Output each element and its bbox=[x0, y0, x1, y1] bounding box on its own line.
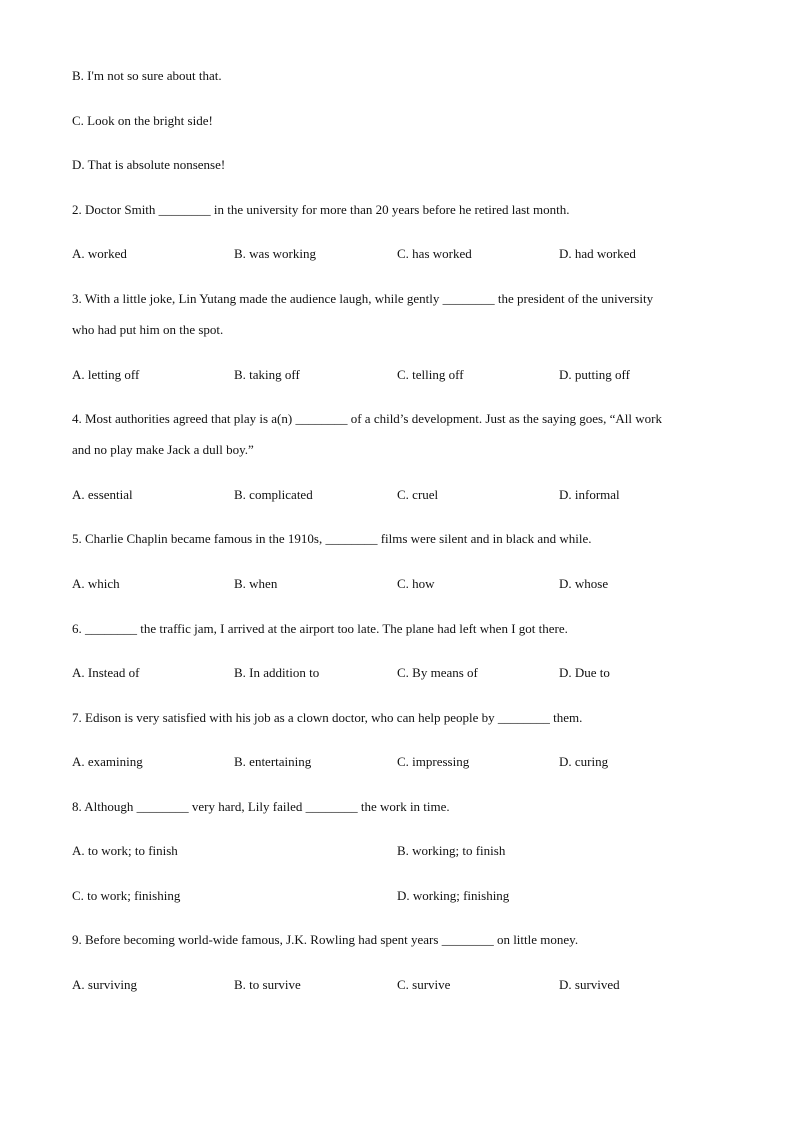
q2-option-d: D. had worked bbox=[559, 246, 636, 261]
q6-option-b: B. In addition to bbox=[234, 665, 320, 680]
q6-option-d: D. Due to bbox=[559, 665, 610, 680]
q1-option-b: B. I'm not so sure about that. bbox=[72, 68, 222, 83]
q3-option-b: B. taking off bbox=[234, 367, 300, 382]
q5-option-a: A. which bbox=[72, 576, 120, 591]
q8-option-d: D. working; finishing bbox=[397, 888, 510, 903]
q5-option-d: D. whose bbox=[559, 576, 609, 591]
q9-stem: 9. Before becoming world-wide famous, J.K. Rowling had spent years ________ on little money. bbox=[72, 932, 579, 947]
q9-option-b: B. to survive bbox=[234, 977, 301, 992]
q3-stem-line1: 3. With a little joke, Lin Yutang made the audience laugh, while gently ________ the president of the university bbox=[72, 291, 654, 306]
q3-option-a: A. letting off bbox=[72, 367, 140, 382]
q4-stem-line1: 4. Most authorities agreed that play is a(n) ________ of a child’s development. Just as the saying goes, “All work bbox=[72, 411, 662, 426]
q7-option-b: B. entertaining bbox=[234, 754, 312, 769]
q2-option-c: C. has worked bbox=[397, 246, 472, 261]
q7-option-a: A. examining bbox=[72, 754, 143, 769]
q8-stem: 8. Although ________ very hard, Lily failed ________ the work in time. bbox=[72, 799, 450, 814]
q8-option-b: B. working; to finish bbox=[397, 843, 506, 858]
q7-option-c: C. impressing bbox=[397, 754, 470, 769]
q1-option-d: D. That is absolute nonsense! bbox=[72, 157, 226, 172]
q1-option-c: C. Look on the bright side! bbox=[72, 113, 213, 128]
q4-stem-line2: and no play make Jack a dull boy.” bbox=[72, 442, 254, 457]
q4-option-d: D. informal bbox=[559, 487, 620, 502]
q6-stem: 6. ________ the traffic jam, I arrived at the airport too late. The plane had left when I got there. bbox=[72, 621, 568, 636]
q5-option-c: C. how bbox=[397, 576, 435, 591]
q9-option-a: A. surviving bbox=[72, 977, 137, 992]
q3-option-c: C. telling off bbox=[397, 367, 464, 382]
q6-option-c: C. By means of bbox=[397, 665, 478, 680]
q8-option-a: A. to work; to finish bbox=[72, 843, 178, 858]
q2-stem: 2. Doctor Smith ________ in the university for more than 20 years before he retired last month. bbox=[72, 202, 570, 217]
q7-stem: 7. Edison is very satisfied with his job as a clown doctor, who can help people by ________ them. bbox=[72, 710, 583, 725]
q3-stem-line2: who had put him on the spot. bbox=[72, 322, 224, 337]
q2-option-b: B. was working bbox=[234, 246, 316, 261]
q5-option-b: B. when bbox=[234, 576, 278, 591]
q9-option-d: D. survived bbox=[559, 977, 620, 992]
q4-option-c: C. cruel bbox=[397, 487, 439, 502]
q8-option-c: C. to work; finishing bbox=[72, 888, 181, 903]
q4-option-b: B. complicated bbox=[234, 487, 313, 502]
q3-option-d: D. putting off bbox=[559, 367, 630, 382]
q9-option-c: C. survive bbox=[397, 977, 451, 992]
q2-option-a: A. worked bbox=[72, 246, 127, 261]
q7-option-d: D. curing bbox=[559, 754, 609, 769]
q6-option-a: A. Instead of bbox=[72, 665, 140, 680]
q5-stem: 5. Charlie Chaplin became famous in the 1910s, ________ films were silent and in black and while. bbox=[72, 531, 592, 546]
q4-option-a: A. essential bbox=[72, 487, 133, 502]
